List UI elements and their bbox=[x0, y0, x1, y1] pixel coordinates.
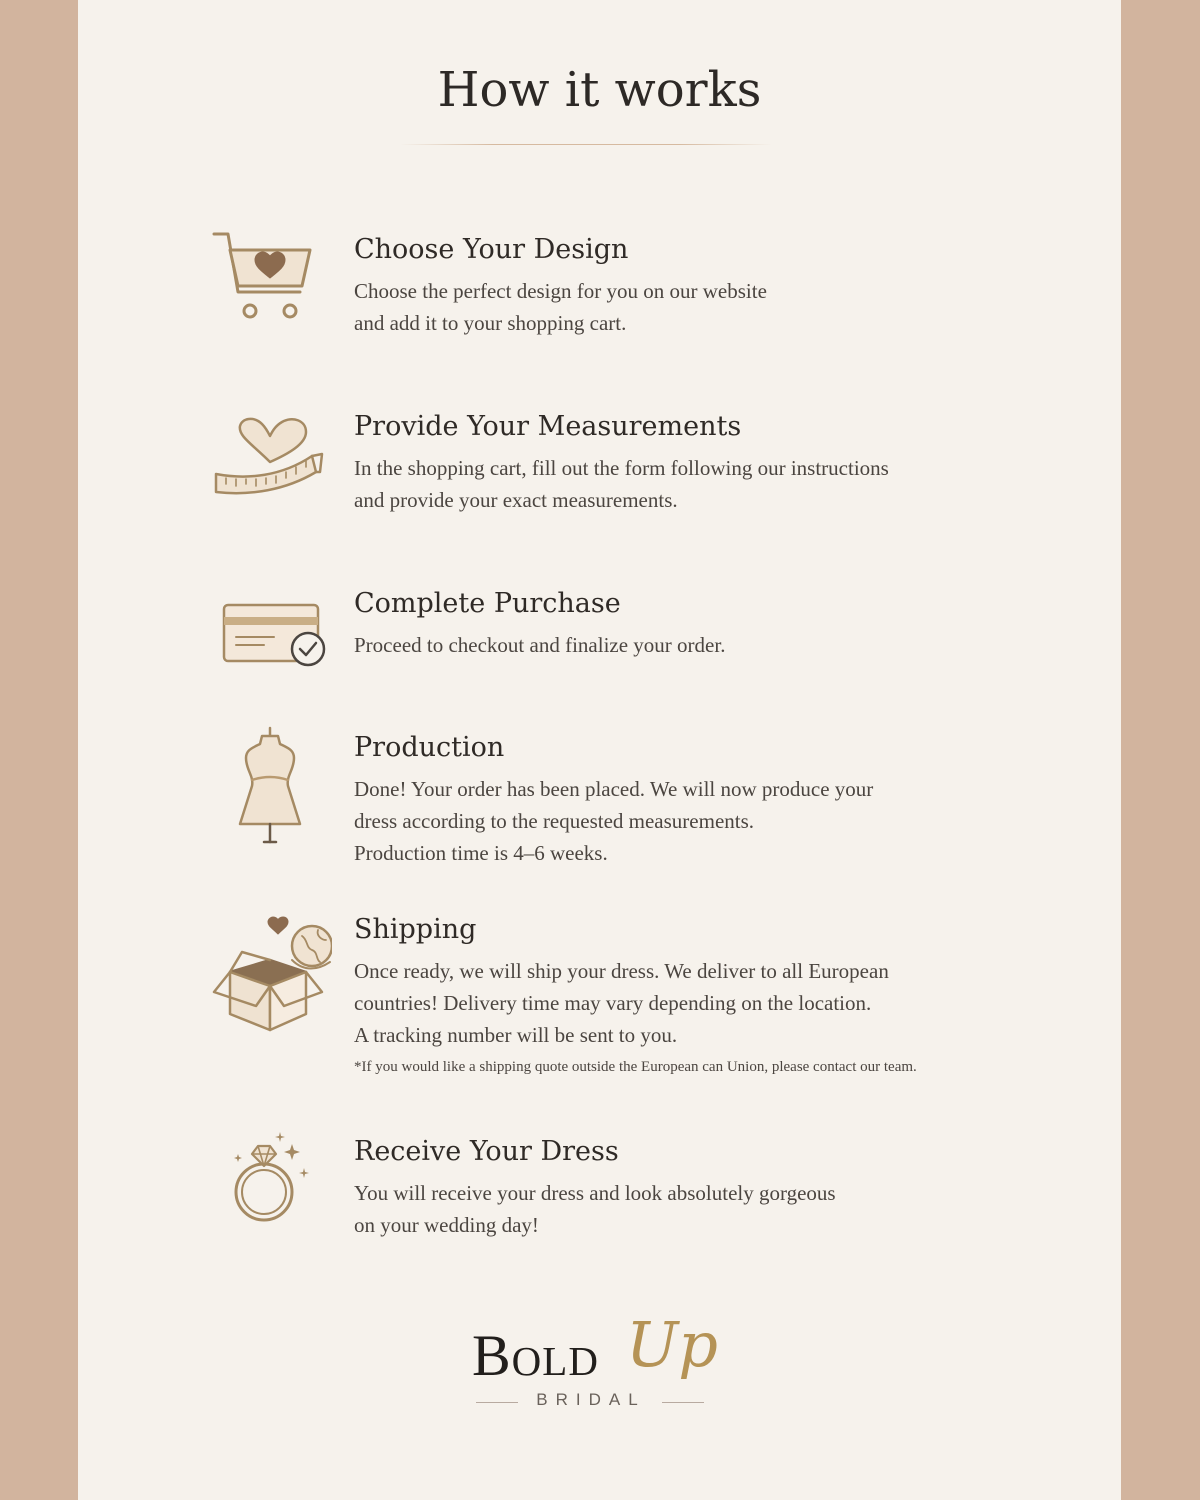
brand-logo bbox=[456, 1310, 736, 1420]
step-heading: Production bbox=[354, 732, 505, 763]
step-heading: Provide Your Measurements bbox=[354, 411, 742, 442]
how-it-works-panel bbox=[78, 0, 1121, 1500]
step-description: Choose the perfect design for you on our website and add it to your shopping cart. bbox=[354, 279, 767, 335]
shipping-box-globe-icon bbox=[208, 916, 332, 1040]
diamond-ring-icon bbox=[208, 1128, 332, 1252]
step-complete-purchase bbox=[354, 587, 1054, 661]
dress-form-icon bbox=[208, 726, 332, 850]
step-production bbox=[354, 731, 1054, 869]
credit-card-check-icon bbox=[208, 575, 332, 699]
step-provide-measurements bbox=[354, 410, 1054, 516]
logo-wordmark-bold: Bold bbox=[472, 1323, 599, 1388]
step-choose-design bbox=[354, 233, 1054, 339]
logo-tagline: BRIDAL bbox=[536, 1390, 646, 1409]
step-receive-dress bbox=[354, 1135, 1054, 1241]
logo-wordmark-script: Up bbox=[626, 1308, 718, 1381]
logo-divider-right bbox=[662, 1402, 704, 1403]
shipping-footnote: *If you would like a shipping quote outside the European can Union, please contact our team. bbox=[354, 1059, 917, 1075]
step-description: In the shopping cart, fill out the form following our instructions and provide your exact measurements. bbox=[354, 456, 889, 512]
step-heading: Choose Your Design bbox=[354, 234, 629, 265]
step-heading: Shipping bbox=[354, 914, 477, 945]
measuring-tape-heart-icon bbox=[208, 410, 332, 534]
title-divider bbox=[400, 144, 772, 145]
step-description: Proceed to checkout and finalize your order. bbox=[354, 633, 726, 657]
step-description: You will receive your dress and look absolutely gorgeous on your wedding day! bbox=[354, 1181, 836, 1237]
step-description: Once ready, we will ship your dress. We deliver to all European countries! Delivery time may vary depending on the location. A tracking number will be sent to you. bbox=[354, 959, 889, 1047]
step-heading: Receive Your Dress bbox=[354, 1136, 619, 1167]
step-description: Done! Your order has been placed. We will now produce your dress according to the requested measurements. Production time is 4–6 weeks. bbox=[354, 777, 874, 865]
shopping-cart-heart-icon bbox=[208, 220, 332, 344]
step-shipping bbox=[354, 913, 1054, 1076]
step-heading: Complete Purchase bbox=[354, 588, 621, 619]
page-title: How it works bbox=[437, 62, 762, 118]
